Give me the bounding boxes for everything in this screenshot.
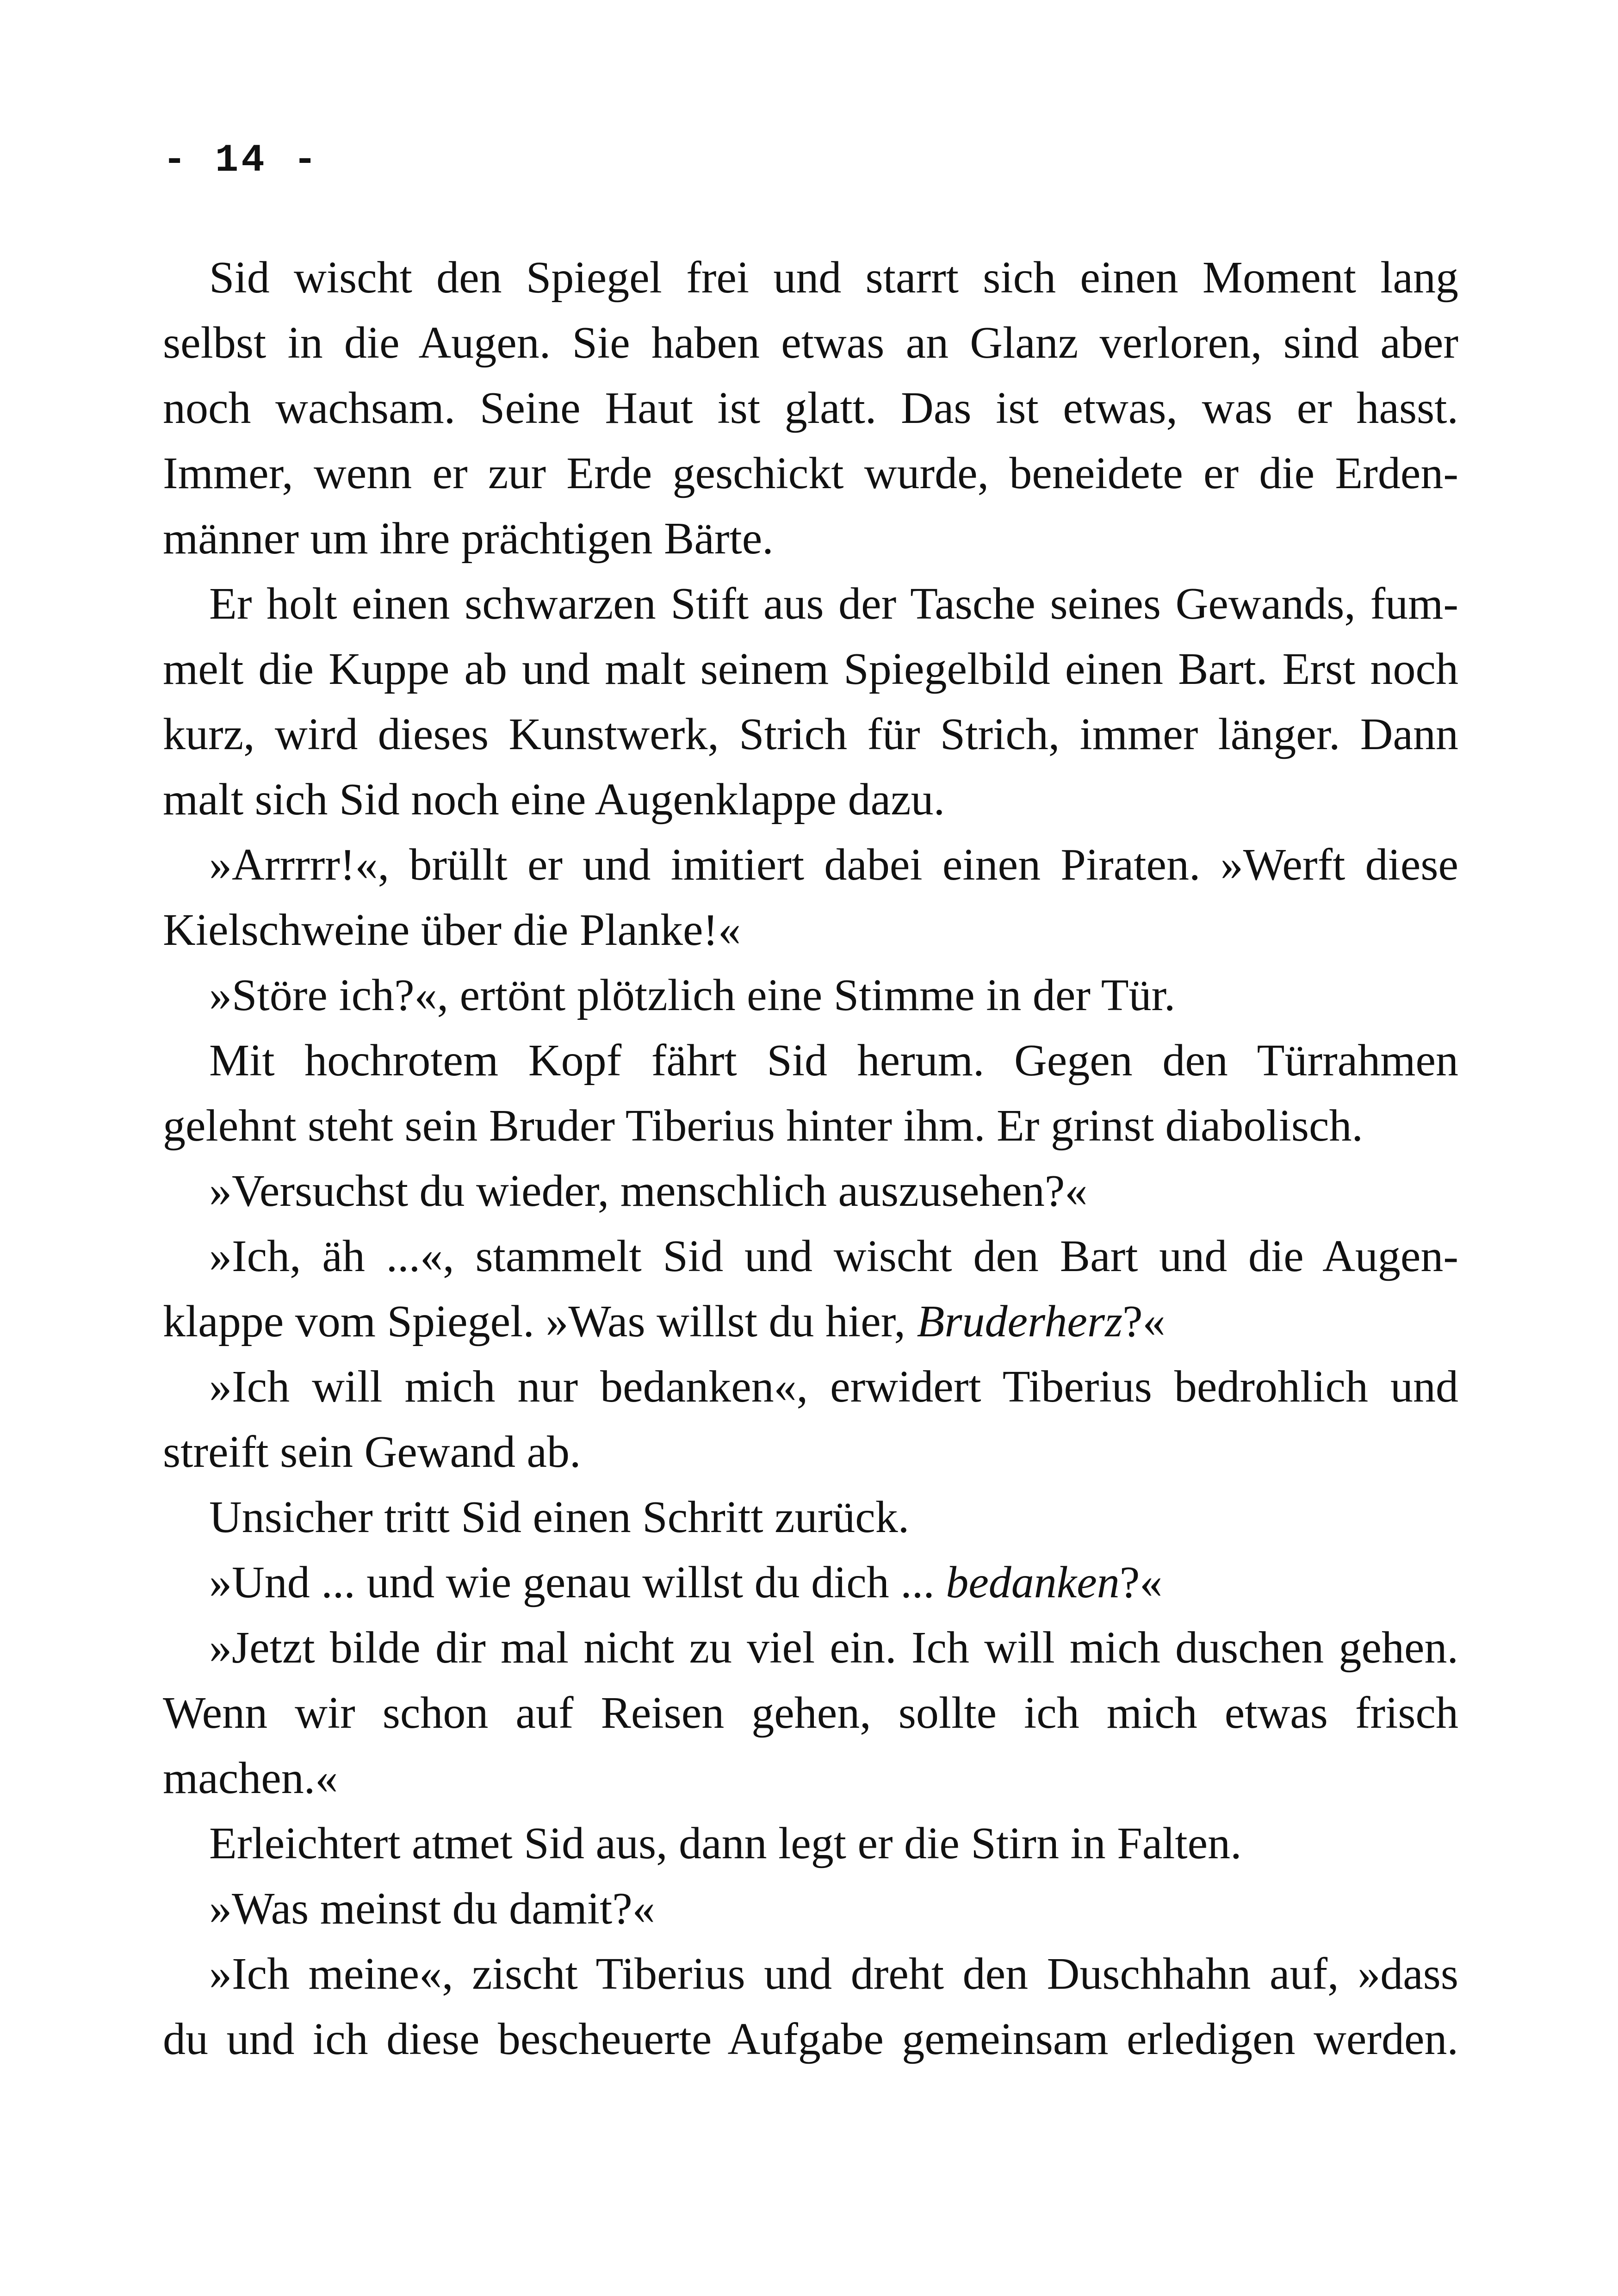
paragraph [163, 1942, 1458, 2072]
paragraph [163, 1811, 1458, 1876]
text-run: »Und ... und wie genau willst du dich ... [209, 1558, 946, 1607]
text-line: melt die Kuppe ab und malt seinem Spiegelbild einen Bart. Erst noch [163, 644, 1458, 694]
text-line: männer um ihre prächtigen Bärte. [163, 514, 774, 564]
text-line: streift sein Gewand ab. [163, 1427, 581, 1477]
text-line: »Störe ich?«, ertönt plötzlich eine Stimme in der Tür. [209, 970, 1176, 1020]
text-line: »Ich, äh ...«, stammelt Sid und wischt den Bart und die Augen- [209, 1231, 1458, 1281]
text-line: machen.« [163, 1753, 338, 1803]
paragraph [163, 571, 1458, 832]
text-line [163, 1289, 1458, 1354]
page-number: - 14 - [163, 139, 320, 183]
text-line: Sid wischt den Spiegel frei und starrt sich einen Moment lang [209, 253, 1458, 303]
paragraph [163, 1550, 1458, 1615]
text-line: noch wachsam. Seine Haut ist glatt. Das ist etwas, was er hasst. [163, 383, 1458, 433]
paragraph [163, 1354, 1458, 1485]
text-run: ?« [1122, 1297, 1165, 1347]
text-line [163, 1550, 1458, 1615]
text-line: kurz, wird dieses Kunstwerk, Strich für Strich, immer länger. Dann [163, 709, 1458, 759]
paragraph [163, 245, 1458, 571]
text-line: Mit hochrotem Kopf fährt Sid herum. Gegen den Türrahmen [209, 1036, 1458, 1086]
text-line: gelehnt steht sein Bruder Tiberius hinter ihm. Er grinst diabolisch. [163, 1101, 1363, 1151]
italic-text: bedanken [946, 1558, 1120, 1607]
paragraph [163, 963, 1458, 1028]
text-line: »Ich will mich nur bedanken«, erwidert Tiberius bedrohlich und [209, 1362, 1458, 1412]
text-run: ?« [1119, 1558, 1163, 1607]
text-line: »Was meinst du damit?« [209, 1884, 655, 1934]
text-line: selbst in die Augen. Sie haben etwas an Glanz verloren, sind aber [163, 318, 1458, 368]
body-text [163, 245, 1458, 2072]
text-line: »Jetzt bilde dir mal nicht zu viel ein. Ich will mich duschen gehen. [209, 1623, 1458, 1673]
text-line: »Arrrrr!«, brüllt er und imitiert dabei einen Piraten. »Werft diese [209, 840, 1458, 890]
italic-text: Bruderherz [917, 1297, 1123, 1347]
text-line: Kielschweine über die Planke!« [163, 905, 741, 955]
text-line: Erleichtert atmet Sid aus, dann legt er die Stirn in Falten. [209, 1818, 1242, 1868]
paragraph [163, 1615, 1458, 1811]
text-line: Immer, wenn er zur Erde geschickt wurde, beneidete er die Erden- [163, 448, 1458, 498]
paragraph [163, 1485, 1458, 1550]
text-line: malt sich Sid noch eine Augenklappe dazu. [163, 775, 945, 825]
text-run: klappe vom Spiegel. »Was willst du hier, [163, 1297, 917, 1347]
text-line: »Ich meine«, zischt Tiberius und dreht den Duschhahn auf, »dass [209, 1949, 1458, 1999]
paragraph [163, 1224, 1458, 1354]
paragraph [163, 1028, 1458, 1159]
text-line: Er holt einen schwarzen Stift aus der Tasche seines Gewands, fum- [209, 579, 1458, 629]
text-line: »Versuchst du wieder, menschlich auszusehen?« [209, 1166, 1088, 1216]
paragraph [163, 1159, 1458, 1224]
paragraph [163, 1876, 1458, 1942]
text-line: Unsicher tritt Sid einen Schritt zurück. [209, 1492, 910, 1542]
paragraph [163, 832, 1458, 963]
text-line: Wenn wir schon auf Reisen gehen, sollte ich mich etwas frisch [163, 1688, 1458, 1738]
text-line: du und ich diese bescheuerte Aufgabe gemeinsam erledigen werden. [163, 2014, 1458, 2064]
